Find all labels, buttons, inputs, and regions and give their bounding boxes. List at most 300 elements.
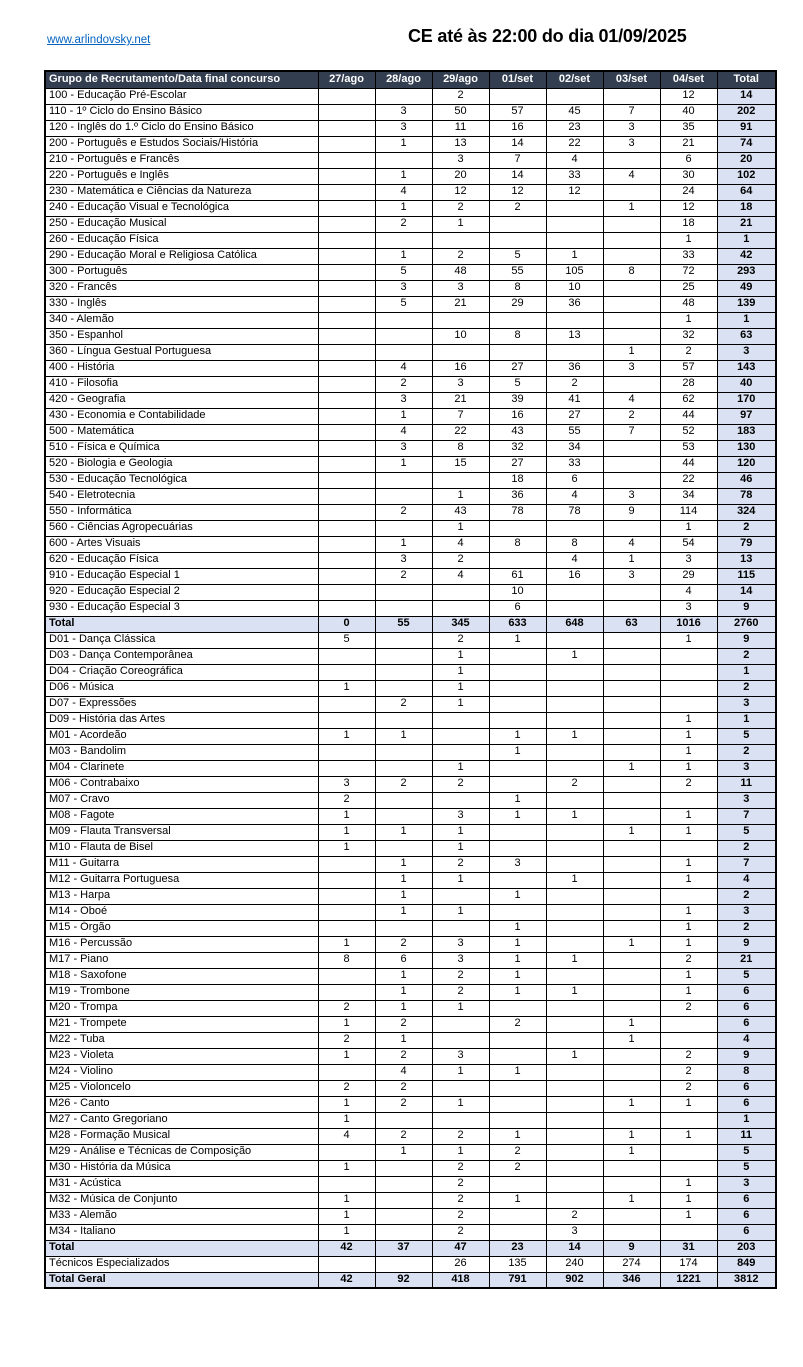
cell-value <box>318 920 375 936</box>
cell-value: 54 <box>660 536 717 552</box>
row-label: 210 - Português e Francês <box>45 152 318 168</box>
cell-value: 5 <box>318 632 375 648</box>
row-total: 5 <box>717 1144 776 1160</box>
cell-value <box>603 1208 660 1224</box>
cell-value <box>318 408 375 424</box>
cell-value: 2 <box>603 408 660 424</box>
cell-value <box>318 760 375 776</box>
column-header: 04/set <box>660 71 717 88</box>
cell-value: 1 <box>489 1192 546 1208</box>
cell-value: 1 <box>318 1048 375 1064</box>
row-label: M17 - Piano <box>45 952 318 968</box>
cell-value <box>375 88 432 104</box>
cell-value: 2 <box>432 552 489 568</box>
table-row <box>45 984 776 1000</box>
row-total: 170 <box>717 392 776 408</box>
cell-value: 8 <box>489 328 546 344</box>
cell-value <box>603 664 660 680</box>
cell-value: 1 <box>375 168 432 184</box>
cell-value: 29 <box>660 568 717 584</box>
column-header: 02/set <box>546 71 603 88</box>
row-total: 143 <box>717 360 776 376</box>
row-label: 260 - Educação Física <box>45 232 318 248</box>
cell-value: 10 <box>432 328 489 344</box>
cell-value: 16 <box>489 408 546 424</box>
cell-value: 1 <box>660 1192 717 1208</box>
row-label: 200 - Português e Estudos Sociais/História <box>45 136 318 152</box>
cell-value: 61 <box>489 568 546 584</box>
cell-value <box>318 456 375 472</box>
row-total: 20 <box>717 152 776 168</box>
cell-value: 1 <box>603 760 660 776</box>
row-label: M06 - Contrabaixo <box>45 776 318 792</box>
cell-value <box>375 680 432 696</box>
row-label: 400 - História <box>45 360 318 376</box>
cell-value: 22 <box>546 136 603 152</box>
cell-value <box>432 584 489 600</box>
cell-value <box>546 312 603 328</box>
table-row <box>45 840 776 856</box>
row-total: 183 <box>717 424 776 440</box>
cell-value <box>489 1176 546 1192</box>
cell-value: 36 <box>546 360 603 376</box>
cell-value: 1 <box>375 872 432 888</box>
cell-value <box>375 792 432 808</box>
cell-value <box>603 312 660 328</box>
table-row <box>45 1016 776 1032</box>
cell-value <box>489 1032 546 1048</box>
cell-value: 2 <box>318 1080 375 1096</box>
cell-value: 10 <box>489 584 546 600</box>
cell-value <box>432 344 489 360</box>
cell-value: 12 <box>432 184 489 200</box>
cell-value: 1016 <box>660 616 717 632</box>
row-label: 540 - Eletrotecnia <box>45 488 318 504</box>
cell-value: 1 <box>375 968 432 984</box>
row-total: 42 <box>717 248 776 264</box>
cell-value: 1 <box>546 248 603 264</box>
row-total: 2 <box>717 920 776 936</box>
cell-value <box>489 840 546 856</box>
cell-value: 3 <box>375 280 432 296</box>
cell-value: 36 <box>489 488 546 504</box>
row-total: 6 <box>717 1208 776 1224</box>
cell-value: 1 <box>603 1192 660 1208</box>
row-label: D01 - Dança Clássica <box>45 632 318 648</box>
cell-value: 1 <box>603 1032 660 1048</box>
table-row <box>45 744 776 760</box>
cell-value <box>489 216 546 232</box>
cell-value <box>318 216 375 232</box>
cell-value: 1 <box>603 1128 660 1144</box>
table-row <box>45 824 776 840</box>
cell-value <box>375 1224 432 1240</box>
row-label: M03 - Bandolim <box>45 744 318 760</box>
row-total: 1 <box>717 664 776 680</box>
cell-value: 1 <box>318 936 375 952</box>
cell-value: 3 <box>432 280 489 296</box>
cell-value: 26 <box>432 1256 489 1272</box>
cell-value: 78 <box>489 504 546 520</box>
row-label: M32 - Música de Conjunto <box>45 1192 318 1208</box>
cell-value <box>603 920 660 936</box>
cell-value: 1 <box>432 1000 489 1016</box>
table-row <box>45 968 776 984</box>
row-label: M24 - Violino <box>45 1064 318 1080</box>
cell-value: 33 <box>546 168 603 184</box>
row-label: 240 - Educação Visual e Tecnológica <box>45 200 318 216</box>
cell-value: 1 <box>318 1112 375 1128</box>
cell-value: 1 <box>660 808 717 824</box>
row-total: 6 <box>717 1080 776 1096</box>
cell-value <box>432 472 489 488</box>
cell-value <box>318 200 375 216</box>
cell-value: 4 <box>318 1128 375 1144</box>
cell-value <box>489 1224 546 1240</box>
cell-value <box>603 680 660 696</box>
cell-value: 1 <box>546 648 603 664</box>
table-row <box>45 936 776 952</box>
cell-value: 6 <box>375 952 432 968</box>
table-row <box>45 408 776 424</box>
cell-value: 3 <box>603 488 660 504</box>
cell-value <box>603 376 660 392</box>
cell-value: 1 <box>660 1128 717 1144</box>
cell-value: 2 <box>432 1208 489 1224</box>
table-row <box>45 104 776 120</box>
cell-value <box>546 664 603 680</box>
cell-value <box>318 488 375 504</box>
cell-value: 21 <box>660 136 717 152</box>
cell-value <box>603 88 660 104</box>
row-total: 5 <box>717 824 776 840</box>
row-label: D09 - História das Artes <box>45 712 318 728</box>
cell-value: 3 <box>603 360 660 376</box>
cell-value: 0 <box>318 616 375 632</box>
row-total: 91 <box>717 120 776 136</box>
cell-value: 2 <box>375 504 432 520</box>
row-total: 21 <box>717 952 776 968</box>
cell-value: 135 <box>489 1256 546 1272</box>
cell-value: 7 <box>603 424 660 440</box>
cell-value: 2 <box>432 856 489 872</box>
cell-value <box>375 584 432 600</box>
row-total: 3 <box>717 904 776 920</box>
row-total: 3812 <box>717 1272 776 1288</box>
cell-value <box>489 552 546 568</box>
cell-value <box>603 1224 660 1240</box>
table-row <box>45 216 776 232</box>
cell-value <box>603 968 660 984</box>
table-row <box>45 344 776 360</box>
cell-value: 1 <box>660 920 717 936</box>
cell-value: 2 <box>489 1160 546 1176</box>
cell-value: 43 <box>432 504 489 520</box>
cell-value <box>546 920 603 936</box>
table-row <box>45 328 776 344</box>
cell-value <box>603 1048 660 1064</box>
cell-value: 3 <box>318 776 375 792</box>
cell-value <box>489 344 546 360</box>
table-row <box>45 648 776 664</box>
row-label: 110 - 1º Ciclo do Ensino Básico <box>45 104 318 120</box>
cell-value <box>375 152 432 168</box>
cell-value <box>603 776 660 792</box>
cell-value <box>318 152 375 168</box>
cell-value <box>318 280 375 296</box>
cell-value <box>546 904 603 920</box>
row-label: 220 - Português e Inglês <box>45 168 318 184</box>
cell-value <box>546 936 603 952</box>
cell-value: 1 <box>375 1000 432 1016</box>
row-total: 9 <box>717 632 776 648</box>
table-row <box>45 456 776 472</box>
table-row <box>45 568 776 584</box>
cell-value: 8 <box>603 264 660 280</box>
table-row <box>45 1080 776 1096</box>
row-label: M21 - Trompete <box>45 1016 318 1032</box>
cell-value <box>318 120 375 136</box>
cell-value: 3 <box>375 120 432 136</box>
cell-value <box>375 1176 432 1192</box>
cell-value: 24 <box>660 184 717 200</box>
row-label: M13 - Harpa <box>45 888 318 904</box>
cell-value <box>318 552 375 568</box>
cell-value <box>375 1112 432 1128</box>
cell-value: 3 <box>375 104 432 120</box>
column-header: Total <box>717 71 776 88</box>
row-label: M31 - Acústica <box>45 1176 318 1192</box>
row-total: 6 <box>717 1016 776 1032</box>
table-row <box>45 488 776 504</box>
row-total: 3 <box>717 760 776 776</box>
cell-value: 4 <box>375 360 432 376</box>
cell-value: 1 <box>375 408 432 424</box>
cell-value: 6 <box>660 152 717 168</box>
cell-value <box>489 1112 546 1128</box>
row-total: 18 <box>717 200 776 216</box>
cell-value: 2 <box>318 1032 375 1048</box>
cell-value: 27 <box>546 408 603 424</box>
row-total: 120 <box>717 456 776 472</box>
cell-value <box>660 840 717 856</box>
cell-value: 55 <box>489 264 546 280</box>
row-total: 97 <box>717 408 776 424</box>
cell-value <box>546 968 603 984</box>
row-label: 340 - Alemão <box>45 312 318 328</box>
row-total: 4 <box>717 1032 776 1048</box>
cell-value: 2 <box>375 1048 432 1064</box>
cell-value <box>375 632 432 648</box>
cell-value: 23 <box>489 1240 546 1256</box>
cell-value: 9 <box>603 1240 660 1256</box>
cell-value: 12 <box>660 88 717 104</box>
cell-value: 1 <box>603 200 660 216</box>
cell-value: 1 <box>489 632 546 648</box>
cell-value: 42 <box>318 1240 375 1256</box>
row-label: M15 - Órgão <box>45 920 318 936</box>
cell-value <box>546 200 603 216</box>
cell-value: 2 <box>660 1000 717 1016</box>
row-total: 5 <box>717 1160 776 1176</box>
cell-value <box>489 648 546 664</box>
cell-value <box>375 808 432 824</box>
cell-value <box>489 1000 546 1016</box>
cell-value <box>318 888 375 904</box>
cell-value: 7 <box>489 152 546 168</box>
cell-value: 5 <box>489 376 546 392</box>
cell-value: 1 <box>432 904 489 920</box>
cell-value <box>489 776 546 792</box>
cell-value <box>318 536 375 552</box>
cell-value: 1 <box>318 1192 375 1208</box>
row-label: M16 - Percussão <box>45 936 318 952</box>
cell-value <box>603 632 660 648</box>
cell-value <box>375 744 432 760</box>
cell-value: 16 <box>432 360 489 376</box>
cell-value: 1 <box>660 312 717 328</box>
row-total: 8 <box>717 1064 776 1080</box>
cell-value: 3 <box>432 152 489 168</box>
cell-value: 2 <box>375 1128 432 1144</box>
cell-value: 27 <box>489 456 546 472</box>
cell-value: 1 <box>660 872 717 888</box>
cell-value <box>660 1016 717 1032</box>
cell-value: 4 <box>603 392 660 408</box>
cell-value <box>375 328 432 344</box>
row-total: 21 <box>717 216 776 232</box>
cell-value <box>318 168 375 184</box>
row-total: 2 <box>717 648 776 664</box>
cell-value: 1 <box>432 872 489 888</box>
site-link[interactable]: www.arlindovsky.net <box>47 34 151 46</box>
table-row <box>45 1208 776 1224</box>
cell-value <box>546 1192 603 1208</box>
cell-value <box>432 600 489 616</box>
cell-value: 37 <box>375 1240 432 1256</box>
table-row <box>45 376 776 392</box>
cell-value: 2 <box>375 1080 432 1096</box>
cell-value: 1 <box>489 1128 546 1144</box>
cell-value <box>546 840 603 856</box>
cell-value <box>546 1176 603 1192</box>
row-label: D04 - Criação Coreográfica <box>45 664 318 680</box>
cell-value: 33 <box>660 248 717 264</box>
cell-value: 418 <box>432 1272 489 1288</box>
cell-value: 7 <box>603 104 660 120</box>
cell-value: 22 <box>660 472 717 488</box>
row-total: 6 <box>717 1096 776 1112</box>
cell-value: 8 <box>489 280 546 296</box>
cell-value <box>603 888 660 904</box>
cell-value: 44 <box>660 408 717 424</box>
row-label: M14 - Oboé <box>45 904 318 920</box>
cell-value: 1 <box>660 904 717 920</box>
cell-value <box>318 744 375 760</box>
cell-value: 57 <box>489 104 546 120</box>
cell-value <box>375 1160 432 1176</box>
cell-value: 1 <box>603 552 660 568</box>
cell-value <box>546 888 603 904</box>
row-label: M29 - Análise e Técnicas de Composição <box>45 1144 318 1160</box>
cell-value: 44 <box>660 456 717 472</box>
cell-value: 12 <box>660 200 717 216</box>
table-row <box>45 424 776 440</box>
row-total: 102 <box>717 168 776 184</box>
cell-value: 2 <box>660 344 717 360</box>
cell-value <box>546 824 603 840</box>
table-row <box>45 312 776 328</box>
cell-value: 20 <box>432 168 489 184</box>
cell-value: 8 <box>489 536 546 552</box>
cell-value: 274 <box>603 1256 660 1272</box>
cell-value <box>489 1208 546 1224</box>
cell-value: 1 <box>432 1144 489 1160</box>
cell-value <box>546 600 603 616</box>
row-label: M01 - Acordeão <box>45 728 318 744</box>
cell-value: 1 <box>375 456 432 472</box>
cell-value <box>660 648 717 664</box>
cell-value: 2 <box>660 1048 717 1064</box>
table-row <box>45 1112 776 1128</box>
row-label: 910 - Educação Especial 1 <box>45 568 318 584</box>
cell-value: 32 <box>660 328 717 344</box>
cell-value <box>432 888 489 904</box>
cell-value <box>546 760 603 776</box>
cell-value <box>603 520 660 536</box>
cell-value: 28 <box>660 376 717 392</box>
cell-value: 2 <box>375 568 432 584</box>
table-row <box>45 1048 776 1064</box>
cell-value <box>432 1016 489 1032</box>
cell-value <box>318 312 375 328</box>
cell-value <box>546 680 603 696</box>
cell-value: 9 <box>603 504 660 520</box>
cell-value <box>375 1208 432 1224</box>
cell-value <box>546 1064 603 1080</box>
cell-value <box>318 712 375 728</box>
cell-value: 29 <box>489 296 546 312</box>
row-label: 520 - Biologia e Geologia <box>45 456 318 472</box>
cell-value: 2 <box>489 1144 546 1160</box>
cell-value: 1 <box>432 824 489 840</box>
cell-value: 2 <box>432 1224 489 1240</box>
cell-value: 40 <box>660 104 717 120</box>
cell-value <box>660 1224 717 1240</box>
row-label: 300 - Português <box>45 264 318 280</box>
cell-value: 3 <box>432 808 489 824</box>
cell-value: 3 <box>489 856 546 872</box>
table-row <box>45 920 776 936</box>
table-row <box>45 792 776 808</box>
cell-value: 2 <box>375 936 432 952</box>
cell-value: 36 <box>546 296 603 312</box>
cell-value <box>375 600 432 616</box>
cell-value: 1 <box>603 1144 660 1160</box>
row-total: 849 <box>717 1256 776 1272</box>
cell-value: 1 <box>603 936 660 952</box>
cell-value: 2 <box>660 1080 717 1096</box>
cell-value <box>318 520 375 536</box>
row-label: 290 - Educação Moral e Religiosa Católica <box>45 248 318 264</box>
row-label: M28 - Formação Musical <box>45 1128 318 1144</box>
table-row <box>45 248 776 264</box>
cell-value: 55 <box>546 424 603 440</box>
cell-value <box>489 664 546 680</box>
row-total: 9 <box>717 936 776 952</box>
total-row <box>45 1240 776 1256</box>
cell-value <box>489 312 546 328</box>
